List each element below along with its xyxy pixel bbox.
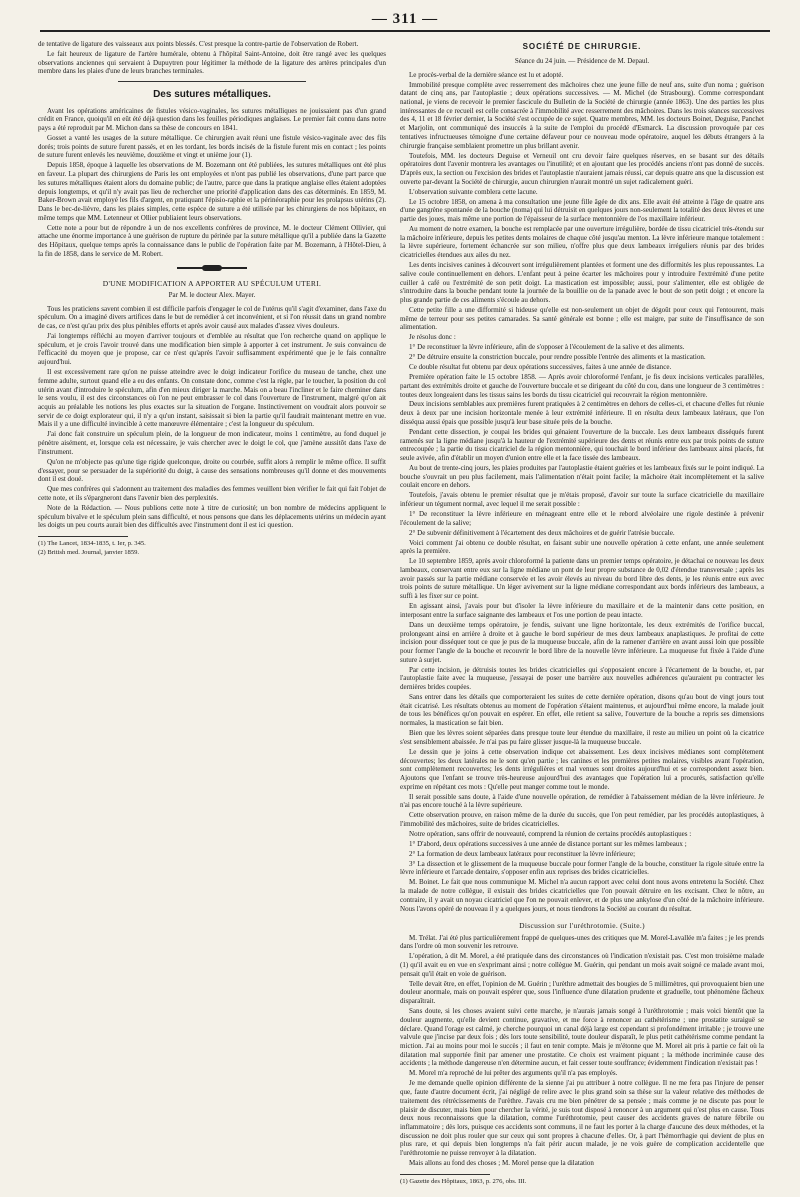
paragraph: Notre opération, sans offrir de nouveauté, comprend la réunion de certains procédés autoplastiques : bbox=[409, 829, 692, 838]
paragraph: Gosset a vanté les usages de la suture métallique. Ce chirurgien avait réuni une fistule vésico-vaginale avec des fils dorés; trois points de suture furent passés, et en les tordant, les bords incisés de la fistule furent mis en contact ; les points de suture furent enlevés les neuvième, douzième et vingt et unième jour (1). bbox=[38, 133, 386, 160]
section-title-societe: SOCIÉTÉ DE CHIRURGIE. bbox=[522, 42, 642, 51]
footnote: (1) Gazette des Hôpitaux, 1863, p. 276, obs. III. bbox=[400, 1177, 527, 1185]
session-line: Séance du 24 juin. — Présidence de M. Depaul. bbox=[514, 56, 650, 65]
footnote: (1) The Lancet, 1834-1835, t. Ier, p. 345. bbox=[38, 540, 146, 548]
paragraph: 1° De reconstituer la lèvre inférieure, afin de s'opposer à l'écoulement de la salive et des aliments. bbox=[409, 343, 685, 352]
paragraph: Il est excessivement rare qu'on ne puisse atteindre avec le doigt indicateur l'orifice du museau de tanche, chez une femme adulte, surtout quand elle a eu des enfants. On constate donc, comme c'est la règle, par le toucher, la position du col utérin avant d'introduire le spéculum, afin d'en mieux diriger la marche. Mais on a beau l'incliner et le faire cheminer dans le sens voulu, il est des circonstances où l'on ne peut embrasser le col dans l'ouverture de l'instrument, malgré qu'on ait acquis au préalable les notions les plus exactes sur la situation de l'organe. Instinctivement on voudrait alors pouvoir se servir de ce doigt explorateur qui, il n'y a qu'un instant, saisissait si bien la partie qu'il faudrait maintenant mettre en vue. Mais il y a une difficulté invincible à cette manœuvre élémentaire ; c'est la longueur du spéculum. bbox=[38, 368, 386, 429]
paragraph: Sans entrer dans les détails que comporteraient les suites de cette dernière opération, disons qu'au bout de vingt jours tout était cicatrisé. Les résultats obtenus au moment de l'opération s'étaient maintenus, et aujourd'hui même encore, la malade jouit de tous les bénéfices qu'on pouvait en espérer. En effet, elle retient sa salive, l'ouverture de la bouche a repris ses dimensions normales, la mastication se fait bien. bbox=[400, 693, 764, 728]
paragraph: 3° La dissection et le glissement de la muqueuse buccale pour former l'angle de la bouche, constituer la rigole située entre la lèvre inférieure et l'arcade dentaire, s'opposer enfin aux reprises des brides cicatricielles. bbox=[400, 859, 764, 877]
paragraph: Qu'on ne m'objecte pas qu'une tige rigide quelconque, droite ou courbée, suffit alors à remplir le même office. Il suffit d'essayer, pour se persuader de la supériorité du doigt, à cause des sensations nombreuses qu'il donne et des mouvements dont il est doué. bbox=[38, 457, 386, 484]
paragraph: Je me demande quelle opinion différente de la sienne j'ai pu attribuer à notre collègue. Il ne me fera pas l'injure de penser que, faute d'autre document écrit, j'ai négligé de relire avec le plus grand soin sa thèse sur la valeur relative des méthodes de traitement des rétrécissements de l'urèthre. J'avais cru me bien pénétrer de sa pensée ; mais comme je ne discute pas pour le plaisir de discuter, mais bien pour chercher la vérité, je suis tout disposé à renoncer à un argument qui n'est plus en cause. Tous deux nous reconnaissons que la dilatation, comme l'uréthrotomie, peut causer des accidents graves de nature fébrile ou inflammatoire ; dès lors, puisque ces accidents sont communs, il ne faut les porter à la charge d'aucune des deux méthodes, et la discussion ne doit plus rouler que sur ceux qui sont propres à chacune d'elles. Or, à part l'hémorrhagie qui devient de plus en plus rare, et qui depuis bien longtemps n'a fait périr aucun malade, je ne vois guère de complication accidentelle que l'uréthrotomie ne puisse renvoyer à la dilatation. bbox=[400, 1079, 764, 1158]
section-title-sutures: Des sutures métalliques. bbox=[153, 89, 271, 101]
section-title-speculum: D'UNE MODIFICATION A APPORTER AU SPÉCULUM UTERI. bbox=[102, 278, 322, 288]
paragraph: Toutefois, MM. les docteurs Deguise et Verneuil ont cru devoir faire quelques réserves, en se basant sur des détails opératoires dont l'avenir montrera les avantages ou l'inutilité; et en ajoutant que les procédés anciens n'ont pas donné de succès. D'après eux, la section ou l'excision des brides et l'autoplastie n'auraient jamais réussi, car depuis quatre ans que la discussion est ouverte par-devant la Société de chirurgie, aucun chirurgien n'aurait montré un sujet radicalement guéri. bbox=[400, 151, 764, 186]
left-column bbox=[38, 40, 386, 1188]
paragraph: M. Morel m'a reproché de lui prêter des arguments qu'il n'a pas employés. bbox=[409, 1069, 618, 1078]
paragraph: Première opération faite le 15 octobre 1858. — Après avoir chloroformé l'enfant, je fis deux incisions verticales parallèles, partant des extrémités droite et gauche de l'ouverture buccale et se dirigeant du côté du cou, dans une longueur de 3 centimètres : toutes deux longeaient dans les tissus sains les bords du tissu cicatriciel qui recouvrait la région mentonnière. bbox=[400, 373, 764, 399]
paragraph: Ce double résultat fut obtenu par deux opérations successives, faites à une année de distance. bbox=[409, 363, 672, 372]
paragraph: En agissant ainsi, j'avais pour but d'isoler la lèvre inférieure du maxillaire et de la maintenir dans cette position, en interposant entre la surface saignante des lambeaux et l'os une portion de peau intacte. bbox=[400, 602, 764, 619]
paragraph: L'observation suivante comblera cette lacune. bbox=[409, 187, 538, 196]
paragraph: Cette observation prouve, en raison même de la durée du succès, que l'on peut remédier, par les procédés autoplastiques, à l'immobilité des mâchoires, suite de brides cicatricielles. bbox=[400, 811, 764, 829]
paragraph: Le 15 octobre 1858, on amena à ma consultation une jeune fille âgée de dix ans. Elle avait été atteinte à l'âge de quatre ans d'une gangrène spontanée de la bouche (noma) qui lui détruisit en quelques jours non-seulement la totalité des deux lèvres et une partie des joues, mais même une portion de l'épaisseur de la surface mentonnière de l'os maxillaire inférieur. bbox=[400, 197, 764, 224]
paragraph: L'opération, à dit M. Morel, a été pratiquée dans des circonstances où l'indication n'existait pas. C'est mon troisième malade (1) qu'il avait eu en vue en s'exprimant ainsi ; notre collègue M. Guérin, qui pendant un mois avait soigné ce malade avant moi, pensait qu'il était en voie de guérison. bbox=[400, 952, 764, 978]
paragraph: de tentative de ligature des vaisseaux aux points blessés. C'est presque la contre-partie de l'observation de Robert. bbox=[38, 40, 359, 48]
paragraph: Le fait heureux de ligature de l'artère humérale, obtenu à l'hôpital Saint-Antoine, doit être rangé avec les quelques observations anciennes qui servaient à Dupuytren pour légitimer la méthode de la ligature des artères principales d'un membre dans les plaies d'une de leurs branches terminales. bbox=[38, 49, 386, 76]
paragraph: Bien que les lèvres soient séparées dans presque toute leur étendue du maxillaire, il reste au milieu un point où la cicatrice s'est sensiblement abaissée. Je n'ai pas pu faire glisser jusque-là la muqueuse buccale. bbox=[400, 729, 764, 746]
paragraph: Le procès-verbal de la dernière séance est lu et adopté. bbox=[409, 70, 564, 79]
paragraph: Telle devait être, en effet, l'opinion de M. Guérin ; l'urèthre admettait des bougies de 5 millimètres, qui provoquaient bien une douleur anormale, mais on pouvait espérer que, sous l'influence d'une dilatation prudente et graduelle, tout phénomène fâcheux disparaîtrait. bbox=[400, 979, 764, 1006]
paragraph: M. Boinet. Le fait que nous communique M. Michel n'a aucun rapport avec celui dont nous avons entretenu la Société. Chez la malade de notre collègue, il existait des brides cicatricielles que l'on pouvait détruire en les excisant. Chez le nôtre, au contraire, il y avait un noyau cicatriciel que l'on ne pouvait enlever, et de plus une ankylose d'un côté de la mâchoire inférieure. Nous l'avons opéré de nouveau il y a quelques jours, et nous tiendrons la Société au courant du résultat. bbox=[400, 878, 764, 913]
paragraph: Avant les opérations américaines de fistules vésico-vaginales, les sutures métalliques ne jouissaient pas d'un grand crédit en France, quoiqu'il en eût été déjà question dans les feuilles périodiques anglaises. Le premier fait connu dans notre pays a été reproduit par M. Michon dans sa thèse de concours en 1841. bbox=[38, 106, 386, 132]
paragraph: 1° De reconstituer la lèvre inférieure en ménageant entre elle et le rebord alvéolaire une rigole destinée à prévenir l'écoulement de la salive; bbox=[400, 510, 764, 527]
page-header bbox=[40, 8, 770, 32]
paragraph: Le 10 septembre 1859, après avoir chloroformé la patiente dans un premier temps opératoire, je détachai ce nouveau les deux lambeaux, conservant entre eux sur la ligne médiane un pont de leur propre substance de 0,02 d'étendue transversale ; après les avoir passés sur la partie médiane conservée et les avoir élevés au niveau du bord libre des dents, je les réunis entre eux avec trois points de suture métallique. Un léger avivement sur la ligne médiane correspondant aux bords inférieurs des lambeaux, a suffi à les fixer sur ce point. bbox=[400, 557, 764, 601]
paragraph: Que mes confrères qui s'adonnent au traitement des maladies des femmes veuillent bien vérifier le fait qui fait l'objet de cette note, et ils s'épargneront dans l'avenir bien des perplexités. bbox=[38, 485, 386, 502]
paragraph: J'ai longtemps réfléchi au moyen d'arriver toujours et d'emblée au résultat que l'on recherche quand on applique le spéculum, et je crois l'avoir trouvé dans une modification bien simple à apporter à cet instrument. Je suis convaincu de l'efficacité du moyen que je propose, car ce n'est qu'après l'avoir suffisamment expérimenté que je le fais connaître aujourd'hui. bbox=[38, 331, 386, 367]
footnote: (2) British med. Journal, janvier 1859. bbox=[38, 549, 140, 557]
paragraph: Les dents incisives canines à découvert sont irrégulièrement plantées et forment une des difformités les plus repoussantes. La salive coule continuellement en dehors. L'enfant peut à peine écarter les mâchoires pour y introduire l'extrémité d'une petite cuiller à café ou l'extrémité de son petit doigt. La mastication est impossible; aussi, pour s'alimenter, elle est obligée de s'introduire dans la bouche pendant toute la journée de la bouillie ou de la panade avec le bout de son petit doigt ; et encore la plus grande partie de ces aliments s'écoule au dehors. bbox=[400, 261, 764, 305]
paragraph: Par cette incision, je détruisis toutes les brides cicatricielles qui s'opposaient encore à l'écartement de la bouche, et, par l'autoplastie faite avec la muqueuse, j'essayai de poser une barrière aux nouvelles adhérences qu'auraient pu contracter les dernières brides coupées. bbox=[400, 665, 764, 692]
paragraph: Cette note a pour but de répondre à un de nos excellents confrères de province, M. le docteur Clément Ollivier, qui attache une énorme importance à une guérison de rupture du périnée par la suture métallique qu'il a publiée dans la Gazette des Hôpitaux, quelque temps après la connaissance dans le public de l'opération faite par M. Bozemann, à l'Hôtel-Dieu, à la fin de 1858, dans le service de M. Robert. bbox=[38, 223, 386, 258]
page-number: — 311 — bbox=[371, 10, 439, 27]
paragraph: Depuis 1858, époque à laquelle les observations de M. Bozemann ont été publiées, les sutures métalliques ont été plus en faveur. La plupart des chirurgiens de Paris les ont employées et n'ont pas publié les observations, d'une part parce que les sutures métalliques étaient alors du domaine public; de l'autre, parce que dans la pratique anglaise elles étaient adoptées depuis longtemps, et qu'il n'y avait pas lieu de rechercher une priorité d'application dans des cas déterminés. En 1859, M. Baker-Brown avait employé les fils d'argent, en pratiquant l'épisio-raphie et la périnéoraphie pour les prolapsus utérins (2). Dans le bec-de-lièvre, dans les plaies simples, cette espèce de suture a été utilisée par les chirurgiens de nos hôpitaux, en même temps que MM. Letenneur et Ollier publiaient leurs observations. bbox=[38, 161, 386, 222]
paragraph: Voici comment j'ai obtenu ce double résultat, en faisant subir une nouvelle opération à cette enfant, une année seulement après la première. bbox=[400, 538, 764, 556]
paragraph: 2° La formation de deux lambeaux latéraux pour reconstituer la lèvre inférieure; bbox=[409, 849, 636, 858]
editor-note: Note de la Rédaction. — Nous publions cette note à titre de curiosité; un bon nombre de médecins appliquent le spéculum bivalve et le spéculum plein sans difficulté, et nous pensons que dans les déplacements utérins un médecin ayant les doigts un peu courts aurait bien des difficultés avec l'instrument dont il est ici question. bbox=[38, 503, 386, 530]
paragraph: Mais allons au fond des choses ; M. Morel pense que la dilatation bbox=[409, 1159, 594, 1168]
paragraph: Le dessin que je joins à cette observation indique cet abaissement. Les deux incisives médianes sont complètement découvertes; les deux latérales ne le sont qu'en partie ; les canines et les premières petites molaires, visibles avant l'opération, sont complètement recouvertes; les dents irrégulières et mal venues sont droites aujourd'hui et se correspondent assez bien. Ajoutons que l'enfant se trouve très-heureuse aujourd'hui des avantages que l'opération lui a procurés, satisfaction qu'elle exprime en répétant ces mots : Qu'elle peut manger comme tout le monde. bbox=[400, 747, 764, 791]
paragraph: Sans doute, si les choses avaient suivi cette marche, je n'aurais jamais songé à l'uréthrotomie ; mais voici bientôt que la douleur augmente, qu'elle devient continue, gravative, et me force à renoncer au cathétérisme ; une prostatite suraiguë se déclare. Quand l'orage est calmé, je cherche pourquoi un canal déjà large est cependant si profondément irritable ; je trouve une valvule que j'incise par deux fois ; dès lors toute sensibilité, toute douleur disparaît, le plus petit cathétérisme comme pendant la miction. J'ai au moins pour moi le succès ; il faut en tenir compte. Mais je m'étonne que M. Morel ait pris à partie ce fait où la dilatation mal supportée finit par amener une prostatite. Ce choix est vraiment piquant ; la méthode incriminée cause des accidents ; la méthode dangereuse n'en détermine aucun, et fait cesser toute souffrance; évidemment l'indication n'existait pas ! bbox=[400, 1007, 764, 1068]
author-byline: Par M. le docteur Alex. Mayer. bbox=[168, 290, 256, 299]
paragraph: Dans un deuxième temps opératoire, je fendis, suivant une ligne horizontale, les deux extrémités de l'orifice buccal, prolongeant ainsi en arrière à droite et à gauche le bord supérieur de mes deux lambeaux anaplastiques. Je profitai de cette incision pour disséquer tout ce que je pus de la muqueuse buccale, afin de la ramener d'arrière en avant aussi loin que possible pour former l'angle de la bouche et recouvrir le bord libre de la nouvelle lèvre inférieure. La muqueuse fut fixée à l'aide d'une suture à surjet. bbox=[400, 620, 764, 664]
right-column bbox=[400, 40, 764, 1188]
paragraph: Au moment de notre examen, la bouche est remplacée par une ouverture irrégulière, bordée de tissu cicatriciel très-étendu sur la mâchoire inférieure, depuis les petites dents molaires de chaque côté jusqu'au menton. La lèvre inférieure manque totalement : la lèvre supérieure, fortement échancrée sur son milieu, n'offre plus que deux lambeaux irréguliers réunis par des brides cicatricielles étendues aux ailes du nez. bbox=[400, 225, 764, 260]
ornament-divider bbox=[177, 265, 247, 271]
paragraph: Toutefois, j'avais obtenu le premier résultat que je m'étais proposé, d'avoir sur toute la surface cicatricielle du maxillaire inférieur un tégument normal, avec lequel il me serait possible : bbox=[400, 491, 764, 509]
paragraph: Il serait possible sans doute, à l'aide d'une nouvelle opération, de remédier à l'abaissement médian de la lèvre inférieure. Je n'ai pas encore touché à la lèvre supérieure. bbox=[400, 792, 764, 810]
footnote-divider bbox=[38, 536, 128, 537]
paragraph: M. Trélat. J'ai été plus particulièrement frappé de quelques-unes des critiques que M. Morel-Lavallée m'a faites ; je les prends dans l'ordre où mon souvenir les retrouve. bbox=[400, 933, 764, 951]
section-title-urethrotomie: Discussion sur l'uréthrotomie. (Suite.) bbox=[519, 921, 645, 931]
paragraph: Tous les praticiens savent combien il est difficile parfois d'engager le col de l'utérus qu'il s'agit d'examiner, dans l'axe du spéculum. On a imaginé divers artifices dans le but de remédier à cet inconvénient, et si l'on réussit dans un grand nombre de cas, ce n'est qu'au prix des plus pénibles efforts et après avoir causé aux malades d'assez vives douleurs. bbox=[38, 304, 386, 330]
paragraph: Pendant cette dissection, je coupai les brides qui génaient l'ouverture de la buccale. Les deux lambeaux disséqués furent ramenés sur la ligne médiane jusqu'à la hauteur de l'extrémité supérieure des dents et réunis entre eux par trois points de suture entrecoupée ; la partie du tissu cicatriciel de la région mentonnière, qui touchait le bord inférieur des lambeaux ainsi placés, fut seule avivée, afin d'établir un moyen d'union entre elle et la face tissée des lambeaux. bbox=[400, 427, 764, 463]
paragraph: Je résolus donc : bbox=[409, 333, 456, 342]
paragraph: 1° D'abord, deux opérations successives à une année de distance portant sur les mêmes lambeaux ; bbox=[409, 839, 687, 848]
paragraph: 2° De subvenir définitivement à l'écartement des deux mâchoires et de guérir l'atrésie buccale. bbox=[409, 528, 675, 537]
paragraph: Cette petite fille a une difformité si hideuse qu'elle est non-seulement un objet de dégoût pour ceux qui l'entourent, mais même de terreur pour ses petites camarades. Sa santé générale est bonne ; elle est maigre, par suite de l'insuffisance de son alimentation. bbox=[400, 305, 764, 332]
paragraph: Au bout de trente-cinq jours, les plaies produites par l'autoplastie étaient guéries et les lambeaux fixés sur le point indiqué. La bouche s'ouvrait un peu plus facilement, mais l'alimentation n'était point facile; la mâchoire était incomplètement et la salive coulait encore en dehors. bbox=[400, 463, 764, 490]
paragraph: 2° De détruire ensuite la constriction buccale, pour rendre possible l'entrée des aliments et la mastication. bbox=[409, 353, 706, 362]
paragraph: J'ai donc fait construire un spéculum plein, de la longueur de mon indicateur, moins 1 centimètre, au fond duquel je pénètre aisément, et, lorsque cela est nécessaire, je vais chercher avec le doigt le col, que j'amène aussitôt dans l'axe de l'instrument. bbox=[38, 430, 386, 456]
section-divider bbox=[118, 81, 306, 82]
paragraph: Immobilité presque complète avec resserrement des mâchoires chez une jeune fille de neuf ans, suite d'un noma ; guérison datant de cinq ans, par l'autoplastie ; deux opérations successives. — M. Michel (de Strasbourg). Comme correspondant national, je viens de recevoir le premier fascicule du Bulletin de la Société de chirurgie (année 1863). Une des parties les plus intéressantes de ce recueil est celle consacrée à l'immobilité avec resserrement des mâchoires. Dans les trois séances successives des 4, 11 et 18 février dernier, la Société s'est occupée de ce sujet. Quatre membres, MM. les docteurs Boinet, Deguise, Panchet et Marjolin, ont communiqué des insuccès à la suite de l'emploi du procédé d'Esmarck. La discussion provoquée par ces tentatives infructueuses témoigne d'une certaine défaveur pour ce nouveau mode opératoire, auquel les débuts étrangers à la chirurgie française semblaient promettre un plus brillant avenir. bbox=[400, 80, 764, 150]
paragraph: Deux incisions semblables aux premières furent pratiquées à 2 centimètres en dehors de celles-ci, et chacune d'elles fut réunie deux à deux par une incision horizontale menée à leur extrémité inférieure. Il en résulta deux lambeaux latéraux, que l'on disséqua aussi épais que possible jusqu'à leur base située près de la bouche. bbox=[400, 400, 764, 426]
footnote-divider bbox=[400, 1174, 490, 1175]
